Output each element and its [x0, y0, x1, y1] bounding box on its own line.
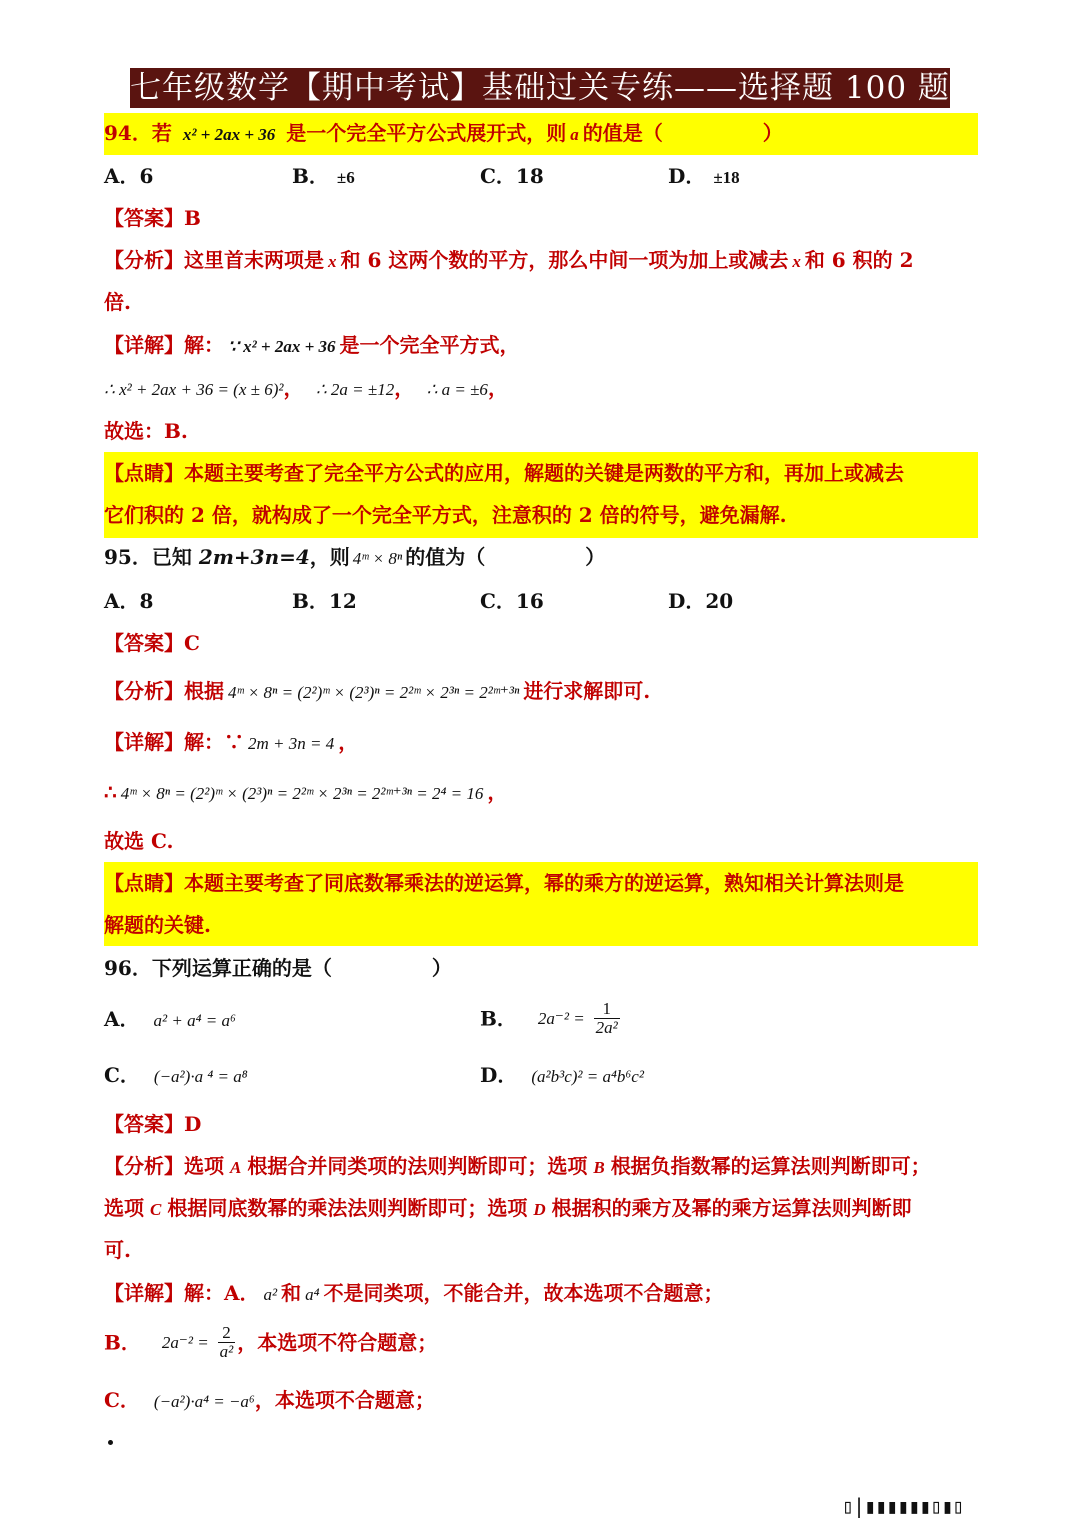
option-a: A．8: [104, 589, 154, 613]
analysis-continued: 倍.: [104, 290, 131, 314]
fraction: $\frac{1}{\text{2a²}}$: [595, 999, 618, 1037]
analysis-continued: 选项 C 根据同底数幂的乘法法则判断即可；选项 D 根据积的乘方及幂的乘方运算法则判断即: [104, 1196, 912, 1220]
note-line-1: 【点睛】本题主要考查了同底数幂乘法的逆运算，幂的乘方的逆运算，熟知相关计算法则是: [104, 871, 904, 895]
option-a: A． a² + a⁴ = a⁶: [104, 1007, 236, 1031]
detail: 【详解】解： ∵ x² + 2ax + 36 是一个完全平方式，: [104, 333, 520, 357]
detail-option-b: B． 2a⁻² = $\frac{2}{\text{a²}}$ ，本选项不符合题意；: [104, 1323, 438, 1361]
detail-step: ∴ 4ᵐ × 8ⁿ = (2²)ᵐ × (2³)ⁿ = 2²ᵐ × 2³ⁿ = 2²ᵐ⁺³ⁿ = 2⁴ = 16 ，: [104, 780, 508, 804]
conclusion: 故选：B.: [104, 419, 188, 443]
analysis: 【分析】根据 4ᵐ × 8ⁿ = (2²)ᵐ × (2³)ⁿ = 2²ᵐ × 2³ⁿ = 2²ᵐ⁺³ⁿ 进行求解即可.: [104, 679, 651, 703]
option-c: C．16: [480, 589, 544, 613]
detail-option-c: C． (−a²)·a⁴ = −a⁶，本选项不合题意；: [104, 1388, 435, 1412]
fraction: $\frac{2}{\text{a²}}$: [219, 1323, 234, 1361]
conclusion: 故选 C.: [104, 829, 174, 853]
detail-step: ∴ x² + 2ax + 36 = (x ± 6)²， ∴ 2a = ±12， ∴ a = ±6，: [104, 376, 508, 400]
bullet-dot: [108, 1440, 113, 1445]
question-94-stem: 94．若 x² + 2ax + 36 是一个完全平方公式展开式，则 a 的值是（ ）: [104, 121, 783, 145]
page-title: 七年级数学【期中考试】基础过关专练——选择题 100 题: [130, 70, 950, 106]
answer: 【答案】B: [104, 206, 201, 230]
analysis: 【分析】选项 A 根据合并同类项的法则判断即可；选项 B 根据负指数幂的运算法则判断即可；: [104, 1154, 931, 1178]
detail: 【详解】解：A． a² 和 a⁴ 不是同类项，不能合并，故本选项不合题意；: [104, 1281, 724, 1305]
option-b: B． ±6: [292, 164, 355, 188]
option-a: A．6: [104, 164, 154, 188]
option-d: D． ±18: [668, 164, 740, 188]
analysis: 【分析】这里首末两项是 x 和 6 这两个数的平方，那么中间一项为加上或减去 x 和 6 积的 2: [104, 248, 914, 272]
note-line-2: 解题的关键.: [104, 913, 211, 937]
option-c: C．18: [480, 164, 544, 188]
analysis-end: 可.: [104, 1238, 131, 1262]
question-95-stem: 95．已知 2m+3n=4，则 4ᵐ × 8ⁿ 的值为（ ）: [104, 545, 606, 569]
note-line-1: 【点睛】本题主要考查了完全平方公式的应用，解题的关键是两数的平方和，再加上或减去: [104, 461, 904, 485]
option-b: B． 2a⁻² = $\frac{1}{\text{2a²}}$: [480, 999, 618, 1037]
detail: 【详解】解：∵ 2m + 3n = 4 ，: [104, 730, 359, 754]
answer: 【答案】C: [104, 631, 200, 655]
option-c: C． (−a²)·a ⁴ = a⁸: [104, 1063, 248, 1087]
watermark-logo: ▯|▮▮▮▮▮▮▯▮▯: [842, 1494, 964, 1518]
answer: 【答案】D: [104, 1112, 202, 1136]
option-b: B．12: [292, 589, 357, 613]
option-d: D． (a²b³c)² = a⁴b⁶c²: [480, 1063, 644, 1087]
note-line-2: 它们积的 2 倍，就构成了一个完全平方式，注意积的 2 倍的符号，避免漏解.: [104, 503, 787, 527]
option-d: D．20: [668, 589, 734, 613]
question-96-stem: 96．下列运算正确的是（ ）: [104, 956, 452, 980]
